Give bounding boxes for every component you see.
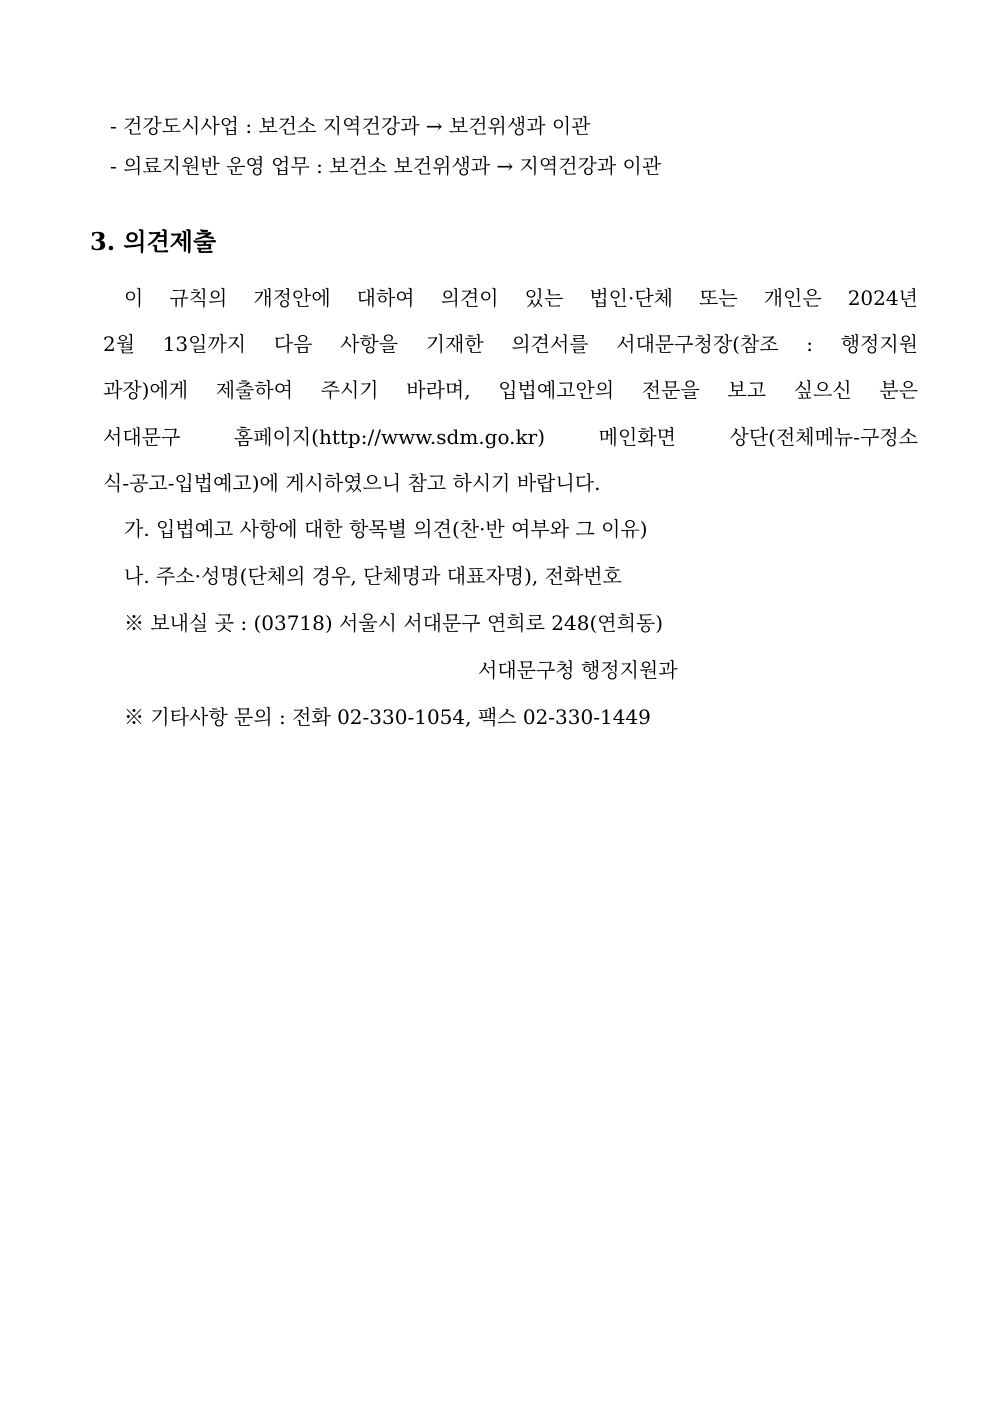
- paragraph-word: 제출하여: [215, 378, 294, 402]
- opinion-item-ga: 가. 입법예고 사항에 대한 항목별 의견(찬·반 여부와 그 이유): [124, 517, 648, 541]
- paragraph-word: 있는: [524, 286, 564, 310]
- transfer-item-medical-support: - 의료지원반 운영 업무 : 보건소 보건위생과 → 지역건강과 이관: [110, 154, 662, 178]
- paragraph-word: 13일까지: [162, 332, 247, 356]
- paragraph-word: 다음: [273, 332, 313, 356]
- paragraph-word: 싶으신: [793, 378, 852, 402]
- paragraph-word: 2024년: [847, 286, 918, 310]
- paragraph-word: 서대문구청장(참조: [616, 332, 779, 356]
- paragraph-word: 의견이: [440, 286, 499, 310]
- send-to-address: ※ 보내실 곳 : (03718) 서울시 서대문구 연희로 248(연희동): [124, 611, 664, 635]
- paragraph-word: 2월: [103, 332, 136, 356]
- paragraph-word: 기재한: [425, 332, 484, 356]
- paragraph-line-4: [103, 423, 918, 451]
- paragraph-word: 입법예고안의: [498, 378, 615, 402]
- paragraph-word: 상단(전체메뉴-구정소: [729, 425, 918, 449]
- paragraph-word: 메인화면: [598, 425, 676, 449]
- paragraph-line-5: 식-공고-입법예고)에 게시하였으니 참고 하시기 바랍니다.: [103, 471, 601, 495]
- paragraph-word: 바라며,: [406, 378, 471, 402]
- paragraph-word: 이: [124, 286, 144, 310]
- paragraph-line-3: [103, 376, 918, 404]
- section-heading: 3. 의견제출: [90, 227, 217, 256]
- paragraph-word: 행정지원: [840, 332, 918, 356]
- paragraph-word: 사항을: [340, 332, 399, 356]
- paragraph-word: 개정안에: [253, 286, 331, 310]
- paragraph-word: 보고: [727, 378, 767, 402]
- paragraph-word: 홈페이지(http://www.sdm.go.kr): [233, 425, 546, 449]
- opinion-item-na: 나. 주소·성명(단체의 경우, 단체명과 대표자명), 전화번호: [124, 564, 622, 588]
- contact-info: ※ 기타사항 문의 : 전화 02-330-1054, 팩스 02-330-1449: [124, 705, 651, 729]
- paragraph-word: 분은: [879, 378, 918, 402]
- paragraph-word: 의견서를: [511, 332, 589, 356]
- paragraph-word: 과장)에게: [103, 378, 189, 402]
- paragraph-word: 주시기: [320, 378, 379, 402]
- transfer-item-healthy-city: - 건강도시사업 : 보건소 지역건강과 → 보건위생과 이관: [110, 114, 591, 138]
- paragraph-word: 전문을: [641, 378, 700, 402]
- paragraph-line-2: [103, 330, 918, 358]
- paragraph-word: 대하여: [356, 286, 415, 310]
- paragraph-word: 또는: [699, 286, 738, 310]
- send-to-office: 서대문구청 행정지원과: [478, 658, 678, 682]
- paragraph-word: 규칙의: [169, 286, 228, 310]
- paragraph-word: 서대문구: [103, 425, 181, 449]
- paragraph-line-1: [124, 284, 918, 312]
- paragraph-word: 개인은: [763, 286, 822, 310]
- paragraph-word: 법인·단체: [589, 286, 673, 310]
- paragraph-word: :: [806, 332, 814, 356]
